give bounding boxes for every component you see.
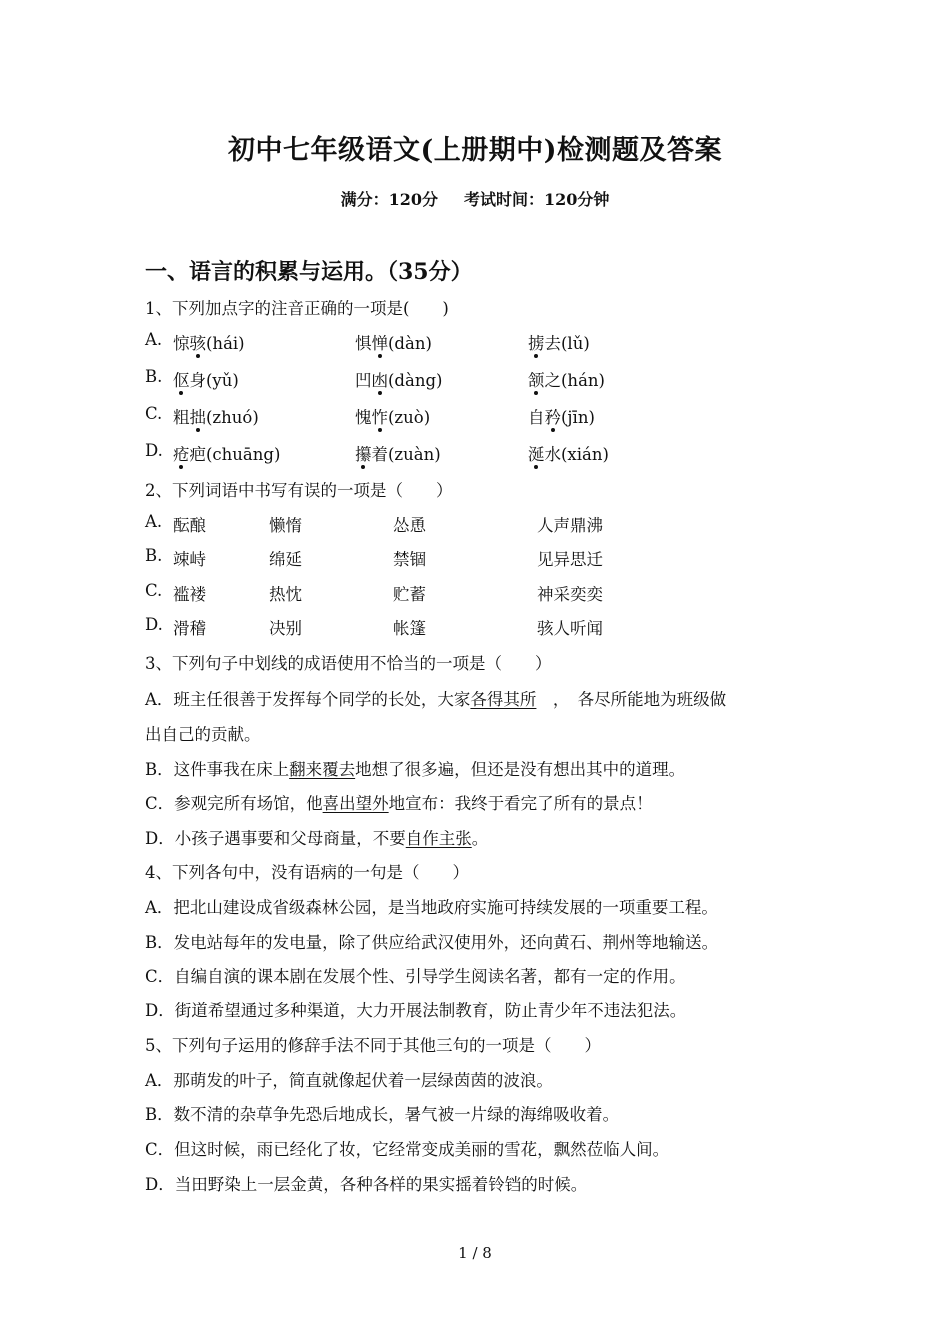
word: 滑稽 (173, 619, 206, 638)
full-score: 满分：120分 (340, 190, 438, 209)
word: 帐篷 (393, 619, 426, 638)
q3-option-d: D．小孩子遇事要和父母商量，不要自作主张。 (145, 829, 489, 848)
word: 怂恿 (393, 516, 426, 535)
q3-option-a: A．班主任很善于发挥每个同学的长处，大家各得其所 ， 各尽所能地为班级做 (145, 690, 727, 709)
pinyin-item: 攥着(zuàn) (355, 441, 441, 465)
question-4-stem: 4、下列各句中，没有语病的一句是（ ） (145, 863, 469, 882)
word: 骇人听闻 (537, 619, 603, 638)
q3-option-a-continued: 出自己的贡献。 (145, 725, 261, 744)
pinyin-item: 愧怍(zuò) (355, 404, 430, 428)
q5-option-d: D．当田野染上一层金黄，各种各样的果实摇着铃铛的时候。 (145, 1175, 588, 1194)
q5-option-c: C．但这时候，雨已经化了妆，它经常变成美丽的雪花，飘然莅临人间。 (145, 1140, 670, 1159)
word: 见异思迁 (537, 550, 603, 569)
word: 懒惰 (269, 516, 302, 535)
question-1-stem: 1、下列加点字的注音正确的一项是( ) (145, 299, 449, 318)
word: 贮蓄 (393, 585, 426, 604)
q5-option-a: A．那萌发的叶子，简直就像起伏着一层绿茵茵的波浪。 (145, 1071, 553, 1090)
pinyin-item: 凹凼(dàng) (355, 367, 442, 391)
underlined-idiom: 自作主张 (405, 829, 472, 848)
word: 禁锢 (393, 550, 426, 569)
exam-time: 考试时间：120分钟 (464, 190, 610, 209)
option-label: A. (145, 330, 163, 349)
pinyin-item: 颔之(hán) (528, 367, 605, 391)
q5-option-b: B．数不清的杂草争先恐后地成长，暑气被一片绿的海绵吸收着。 (145, 1105, 620, 1124)
word: 神采奕奕 (537, 585, 603, 604)
q4-option-d: D．街道希望通过多种渠道，大力开展法制教育，防止青少年不违法犯法。 (145, 1001, 687, 1020)
option-label: B. (145, 546, 163, 565)
pinyin-item: 粗拙(zhuó) (173, 404, 259, 428)
q3-option-b: B．这件事我在床上翻来覆去地想了很多遍，但还是没有想出其中的道理。 (145, 760, 686, 779)
option-label: C. (145, 404, 163, 423)
underlined-idiom: 喜出望外 (322, 794, 389, 813)
option-label: D. (145, 441, 163, 460)
question-3-stem: 3、下列句子中划线的成语使用不恰当的一项是（ ） (145, 654, 552, 673)
option-label: B. (145, 367, 163, 386)
option-label: A. (145, 512, 163, 531)
exam-info (0, 187, 950, 210)
pinyin-item: 惊骇(hái) (173, 330, 245, 354)
q4-option-a: A．把北山建设成省级森林公园，是当地政府实施可持续发展的一项重要工程。 (145, 898, 718, 917)
pinyin-item: 自矜(jīn) (528, 404, 595, 428)
section-heading: 一、语言的积累与运用。（35分） (145, 259, 473, 285)
word: 热忱 (269, 585, 302, 604)
pinyin-item: 伛身(yǔ) (173, 367, 239, 391)
q4-option-c: C．自编自演的课本剧在发展个性、引导学生阅读名著，都有一定的作用。 (145, 967, 686, 986)
option-label: C. (145, 581, 163, 600)
pinyin-item: 惧惮(dàn) (355, 330, 432, 354)
word: 酝酿 (173, 516, 206, 535)
underlined-idiom: 翻来覆去 (289, 760, 356, 779)
pinyin-item: 涎水(xián) (528, 441, 609, 465)
word: 人声鼎沸 (537, 516, 603, 535)
word: 绵延 (269, 550, 302, 569)
word: 褴褛 (173, 585, 206, 604)
pinyin-item: 疮疤(chuāng) (173, 441, 280, 465)
word: 竦峙 (173, 550, 206, 569)
pinyin-item: 掳去(lǔ) (528, 330, 590, 354)
q4-option-b: B．发电站每年的发电量，除了供应给武汉使用外，还向黄石、荆州等地输送。 (145, 933, 719, 952)
option-label: D. (145, 615, 163, 634)
question-5-stem: 5、下列句子运用的修辞手法不同于其他三句的一项是（ ） (145, 1036, 601, 1055)
q3-option-c: C．参观完所有场馆，他喜出望外地宣布：我终于看完了所有的景点！ (145, 794, 653, 813)
underlined-idiom: 各得其所 (470, 690, 537, 709)
page-number: 1 / 8 (458, 1244, 492, 1262)
word: 决别 (269, 619, 302, 638)
page-title: 初中七年级语文(上册期中)检测题及答案 (227, 135, 723, 166)
question-2-stem: 2、下列词语中书写有误的一项是（ ） (145, 481, 453, 500)
